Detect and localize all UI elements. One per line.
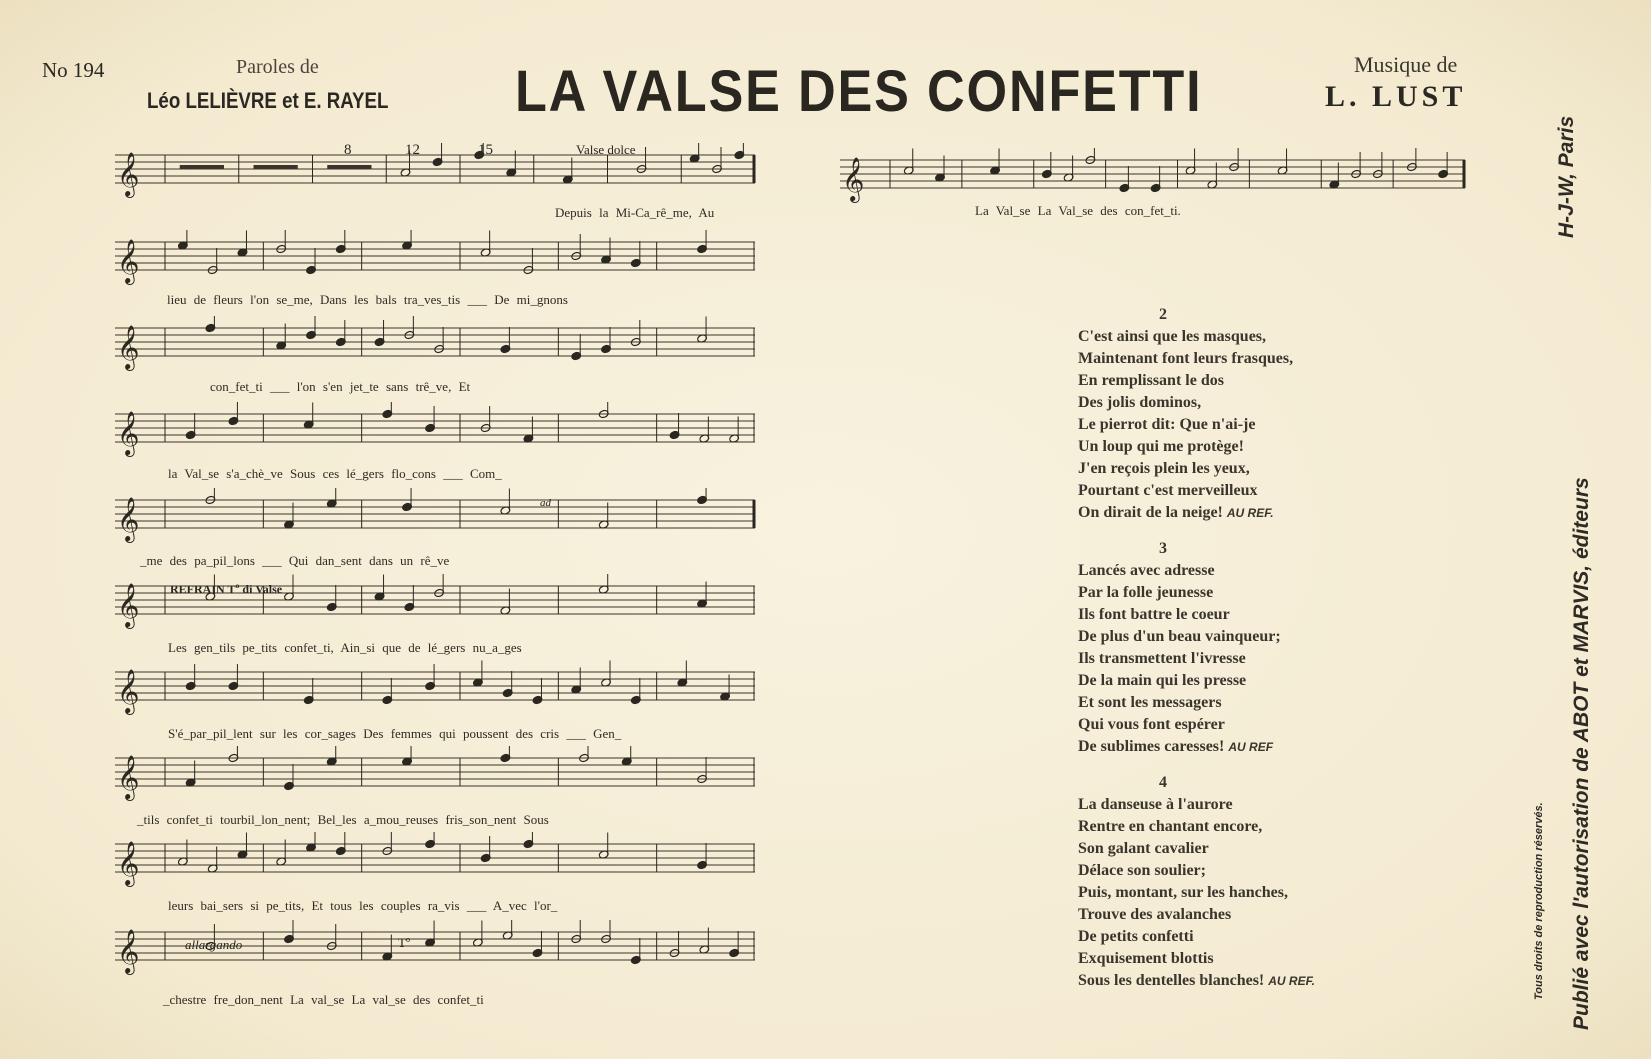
lyrics-line: S'é_par_pil_lent sur les cor_sages Des femmes qui poussent des cris ___ Gen_: [168, 726, 622, 741]
treble-clef-icon: 𝄞: [117, 152, 140, 196]
composer: L. LUST: [1325, 80, 1467, 113]
verse-line: Lancés avec adresse: [1078, 562, 1215, 579]
lyrics-line: Depuis la Mi-Ca_rê_me, Au: [555, 205, 715, 220]
treble-clef-icon: 𝄞: [117, 239, 140, 283]
treble-clef-icon: 𝄞: [117, 325, 140, 369]
tempo-primo-marking: Tº: [398, 935, 410, 950]
lyrics-line: _me des pa_pil_lons ___ Qui dan_sent dans un rê_ve: [140, 553, 450, 568]
ad-marking: ad: [540, 497, 551, 509]
music-staff: [115, 746, 765, 806]
music-staff: [115, 402, 765, 462]
lyrics-line: _tils confet_ti tourbil_lon_nent; Bel_les a_mou_reuses fris_son_nent Sous: [137, 812, 549, 827]
treble-clef-icon: 𝄞: [117, 755, 140, 799]
measure-number: 15: [478, 142, 493, 158]
lyrics-line: Les gen_tils pe_tits confet_ti, Ain_si que de lé_gers nu_a_ges: [168, 640, 522, 655]
lyrics-line: con_fet_ti ___ l'on s'en jet_te sans trê_ve, Et: [210, 379, 471, 394]
verse-line: En remplissant le dos: [1078, 372, 1224, 389]
verse-2: [1078, 304, 1315, 524]
refrain-cue: AU REF.: [1268, 974, 1315, 988]
authorisation-notice: Publié avec l'autorisation de ABOT et MARVIS, éditeurs: [1570, 477, 1593, 1030]
verse-line: Un loup qui me protège!: [1078, 438, 1244, 455]
verse-line: Ils font battre le coeur: [1078, 606, 1230, 623]
verse-line: Le pierrot dit: Que n'ai-je: [1078, 416, 1256, 433]
verse-text: Sous les dentelles blanches!: [1078, 972, 1265, 989]
verse-line: [1078, 736, 1315, 758]
verse-text: On dirait de la neige!: [1078, 504, 1223, 521]
treble-clef-icon: 𝄞: [842, 157, 865, 201]
song-title: LA VALSE DES CONFETTI: [515, 59, 1203, 124]
music-staff: [840, 148, 1475, 208]
multi-measure-rest: [180, 165, 224, 169]
publisher-city: H-J-W, Paris: [1555, 115, 1578, 238]
treble-clef-icon: 𝄞: [117, 929, 140, 973]
verse-number: 3: [1159, 540, 1167, 557]
music-staff: [115, 143, 765, 203]
verse-line: De la main qui les presse: [1078, 672, 1247, 689]
verse-number: 4: [1159, 774, 1167, 791]
verse-line: Pourtant c'est merveilleux: [1078, 482, 1258, 499]
verse-line: Et sont les messagers: [1078, 694, 1222, 711]
verse-line: La danseuse à l'aurore: [1078, 796, 1233, 813]
verse-line: Par la folle jeunesse: [1078, 584, 1214, 601]
song-number: No 194: [42, 58, 105, 82]
music-staff: [115, 660, 765, 720]
lyrics-line: _chestre fre_don_nent La val_se La val_se des confet_ti: [163, 992, 484, 1007]
verse-line: Des jolis dominos,: [1078, 394, 1202, 411]
verse-line: Ils transmettent l'ivresse: [1078, 650, 1246, 667]
music-staff: [115, 488, 765, 548]
verse-line: C'est ainsi que les masques,: [1078, 328, 1267, 345]
measure-number: 8: [344, 142, 352, 158]
treble-clef-icon: 𝄞: [117, 411, 140, 455]
music-staff: [115, 832, 765, 892]
verse-line: Trouve des avalanches: [1078, 906, 1232, 923]
rights-notice: Tous droits de reproduction réservés.: [1533, 802, 1545, 1000]
verse-line: Puis, montant, sur les hanches,: [1078, 884, 1288, 901]
measure-number: 12: [405, 142, 420, 158]
lyrics-line: leurs bai_sers si pe_tits, Et tous les couples ra_vis ___ A_vec l'or_: [168, 898, 558, 913]
verse-line: Exquisement blottis: [1078, 950, 1214, 967]
verse-line: Qui vous font espérer: [1078, 716, 1225, 733]
allargando-marking: allargando: [185, 937, 243, 952]
treble-clef-icon: 𝄞: [117, 841, 140, 885]
treble-clef-icon: 𝄞: [117, 497, 140, 541]
verse-line: Maintenant font leurs frasques,: [1078, 350, 1294, 367]
treble-clef-icon: 𝄞: [117, 583, 140, 627]
verses: [1078, 300, 1315, 1006]
verse-line: J'en reçois plein les yeux,: [1078, 460, 1250, 477]
multi-measure-rest: [254, 165, 298, 169]
tempo-marking: Valse dolce: [576, 142, 636, 157]
verse-4: [1078, 772, 1315, 992]
lyricists: Léo LELIÈVRE et E. RAYEL: [147, 88, 389, 113]
refrain-cue: AU REF.: [1226, 506, 1274, 520]
lyrics-line: la Val_se s'a_chè_ve Sous ces lé_gers flo_cons ___ Com_: [168, 466, 502, 481]
verse-3: [1078, 538, 1315, 758]
verse-line: De plus d'un beau vainqueur;: [1078, 628, 1281, 645]
lyrics-line: lieu de fleurs l'on se_me, Dans les bals tra_ves_tis ___ De mi_gnons: [167, 292, 568, 307]
verse-line: [1078, 502, 1315, 524]
refrain-ending-lyrics: La Val_se La Val_se des con_fet_ti.: [975, 203, 1181, 218]
treble-clef-icon: 𝄞: [117, 669, 140, 713]
music-staff: [115, 230, 765, 290]
lyricists-label: Paroles de: [236, 56, 319, 78]
verse-number: 2: [1159, 306, 1167, 323]
music-staff: [115, 316, 765, 376]
verse-line: Rentre en chantant encore,: [1078, 818, 1263, 835]
verse-line: [1078, 970, 1315, 992]
verse-line: Délace son soulier;: [1078, 862, 1206, 879]
multi-measure-rest: [327, 165, 371, 169]
composer-label: Musique de: [1354, 52, 1458, 77]
verse-text: De sublimes caresses!: [1078, 738, 1225, 755]
refrain-marking: REFRAIN Tº di Valse: [170, 582, 283, 596]
refrain-cue: AU REF: [1228, 740, 1274, 754]
verse-line: De petits confetti: [1078, 928, 1194, 945]
verse-line: Son galant cavalier: [1078, 840, 1209, 857]
